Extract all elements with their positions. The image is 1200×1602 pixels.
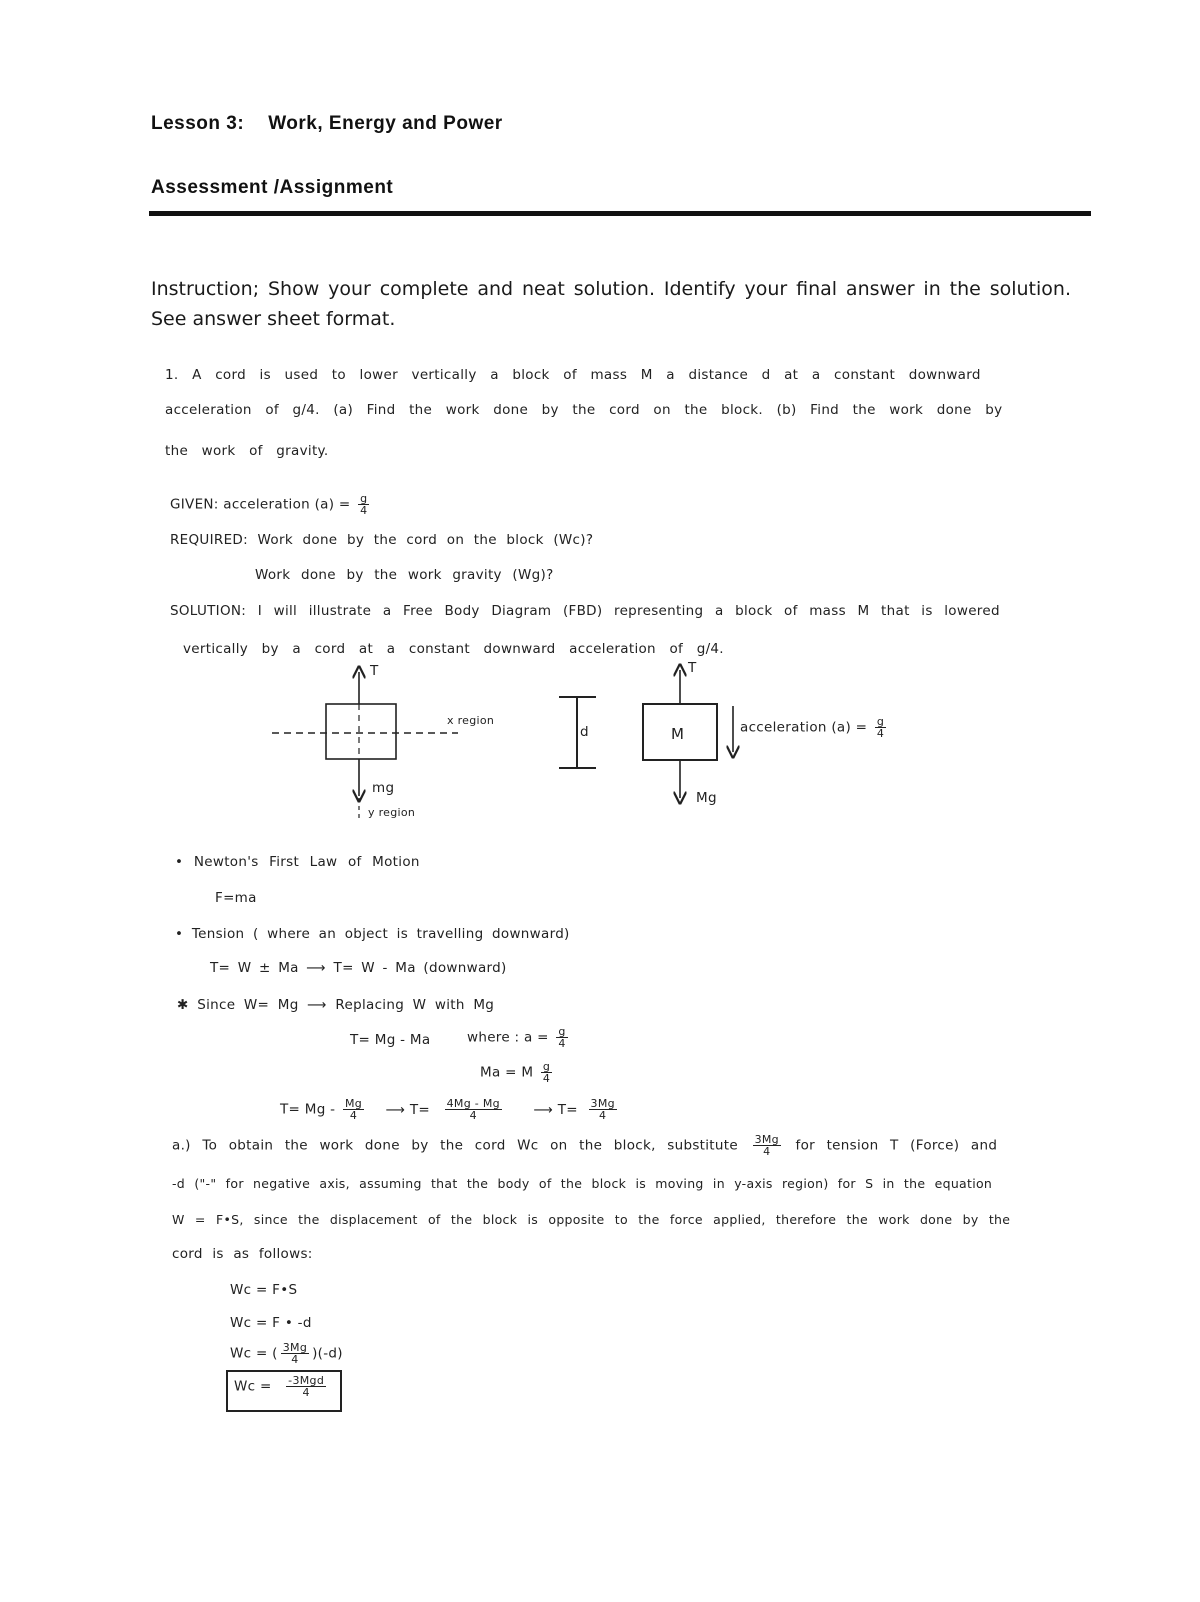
part-a-line-1 <box>172 1134 997 1157</box>
work-equation-3-end: )(-d) <box>312 1345 343 1362</box>
tension-fraction-2-den: 4 <box>469 1109 477 1122</box>
tension-fraction-2 <box>445 1098 502 1121</box>
acceleration-fraction <box>875 716 886 739</box>
work-equation-3-num: 3Mg <box>282 1341 308 1354</box>
work-equation-3 <box>230 1342 343 1365</box>
part-a-fraction-num: 3Mg <box>754 1133 779 1146</box>
final-answer-den: 4 <box>302 1386 310 1399</box>
lesson-label: Lesson 3: <box>151 113 245 134</box>
work-equation-3-start: Wc = ( <box>230 1345 278 1362</box>
where-fraction <box>556 1026 567 1049</box>
since-note: ✱ Since W= Mg ⟶ Replacing W with Mg <box>177 997 495 1013</box>
given-text: acceleration (a) = <box>223 496 351 513</box>
given-num: g <box>358 493 369 505</box>
fma-equation: F=ma <box>215 890 257 906</box>
required-text-1: Work done by the cord on the block (Wc)? <box>257 532 594 548</box>
tension-equation: T= W ± Ma ⟶ T= W - Ma (downward) <box>210 960 507 976</box>
ma-den: 4 <box>542 1072 551 1085</box>
tension-arrow-step-2: ⟶ T= <box>533 1101 578 1118</box>
lesson-topic: Work, Energy and Power <box>268 113 503 134</box>
fbd-x-region-label: x region <box>447 714 495 727</box>
solution-text-1: I will illustrate a Free Body Diagram (FBD) representing a block of mass M that is lowered <box>257 603 1000 619</box>
assessment-title: Assessment /Assignment <box>151 177 394 198</box>
problem-line-3: the work of gravity. <box>165 443 329 459</box>
fbd-block-left <box>326 704 396 759</box>
tension-derivation <box>280 1098 620 1121</box>
newton-law-note: • Newton's First Law of Motion <box>175 854 420 870</box>
ma-fraction <box>541 1061 552 1084</box>
distance-label: d <box>580 724 589 740</box>
where-den: 4 <box>558 1037 566 1050</box>
problem-line-1: 1. A cord is used to lower vertically a block of mass M a distance d at a constant downward <box>165 367 981 383</box>
tension-fraction-1-den: 4 <box>349 1109 358 1122</box>
part-a-line-2: -d ("-" for negative axis, assuming that the body of the block is moving in y-axis region) for S in the equation <box>172 1176 993 1191</box>
mass-label: M <box>671 725 685 743</box>
ma-text: Ma = M <box>480 1064 534 1081</box>
fbd-tension-label-left: T <box>370 663 379 679</box>
tension-derivation-start: T= Mg - <box>280 1101 336 1118</box>
given-den: 4 <box>360 504 368 517</box>
ma-equation <box>480 1061 555 1084</box>
part-a-line-3: W = F•S, since the displacement of the block is opposite to the force applied, therefore the work done by the <box>172 1212 1011 1227</box>
ma-num: g <box>541 1061 552 1073</box>
where-text: where : a = <box>467 1029 549 1046</box>
tension-arrow-step-1: ⟶ T= <box>385 1101 431 1118</box>
solution-line-2: vertically by a cord at a constant downward acceleration of g/4. <box>183 641 724 657</box>
tension-substitution: T= Mg - Ma <box>350 1032 431 1048</box>
work-equation-1: Wc = F•S <box>230 1282 298 1298</box>
fbd-y-region-label: y region <box>368 806 416 819</box>
part-a-line-4: cord is as follows: <box>172 1246 313 1262</box>
acceleration-label <box>740 716 889 739</box>
required-line-2: Work done by the work gravity (Wg)? <box>255 567 554 583</box>
solution-label: SOLUTION: <box>170 603 247 619</box>
work-equation-2: Wc = F • -d <box>230 1315 312 1331</box>
part-a-fraction-den: 4 <box>763 1145 771 1158</box>
fbd-tension-label-right: T <box>688 660 697 676</box>
fbd-Mg-label: Mg <box>696 790 717 806</box>
tension-fraction-3-den: 4 <box>599 1109 607 1122</box>
fbd-mg-label: mg <box>372 780 395 796</box>
tension-note: • Tension ( where an object is travelling downward) <box>175 926 570 942</box>
part-a-line-1-start: a.) To obtain the work done by the cord Wc on the block, substitute <box>172 1137 738 1154</box>
required-label: REQUIRED: <box>170 532 248 548</box>
where-num: g <box>556 1026 567 1038</box>
work-equation-3-fraction <box>281 1342 309 1365</box>
tension-fraction-2-num: 4Mg - Mg <box>446 1097 500 1110</box>
tension-fraction-1 <box>343 1098 364 1121</box>
tension-fraction-3-num: 3Mg <box>590 1097 615 1110</box>
final-answer-num: -3Mgd <box>288 1374 325 1387</box>
where-clause <box>467 1026 571 1049</box>
part-a-fraction <box>753 1134 781 1157</box>
acceleration-den: 4 <box>876 727 885 740</box>
tension-fraction-1-num: Mg <box>344 1097 363 1110</box>
acceleration-num: g <box>875 716 886 728</box>
final-answer-label: Wc = <box>234 1378 272 1395</box>
problem-line-2: acceleration of g/4. (a) Find the work done by the cord on the block. (b) Find the work done by <box>165 402 1003 418</box>
given-label: GIVEN: <box>170 496 219 513</box>
acceleration-text: acceleration (a) = <box>740 719 868 736</box>
instruction-text: Instruction; Show your complete and neat solution. Identify your final answer in the solution. See answer sheet format. <box>151 278 1071 330</box>
final-answer-fraction <box>286 1375 326 1398</box>
part-a-line-1-end: for tension T (Force) and <box>795 1137 998 1154</box>
final-answer <box>234 1375 329 1398</box>
work-equation-3-den: 4 <box>291 1353 299 1366</box>
tension-fraction-3 <box>589 1098 617 1121</box>
